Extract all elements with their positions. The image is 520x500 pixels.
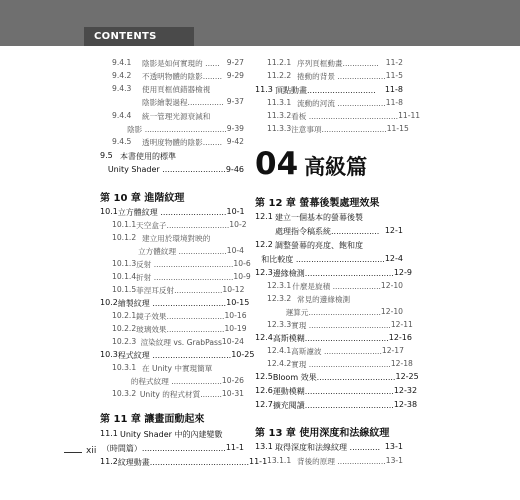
toc-entry-page: 10-31 xyxy=(221,389,244,398)
toc-entry-number: 10.1 xyxy=(100,207,118,216)
toc-entry-title: 注意事項........................... xyxy=(291,125,387,134)
toc-entry-title: Unity Shader 中的內建變數 xyxy=(120,430,223,439)
toc-entry-number: 10.2.2 xyxy=(112,324,137,333)
toc-entry-number: 9.4.5 xyxy=(112,137,132,146)
toc-entry xyxy=(100,137,244,148)
toc-entry-title: 立方體紋理 .......................... xyxy=(117,208,227,217)
header-bar xyxy=(0,0,520,46)
toc-entry-page: 10-24 xyxy=(221,337,244,346)
part-title: 高級篇 xyxy=(304,155,368,179)
toc-entry-page: 9-46 xyxy=(225,165,244,174)
toc-entry xyxy=(100,207,244,218)
toc-entry-title: 鏡子效果........................ xyxy=(136,312,225,321)
toc-entry xyxy=(100,58,244,69)
toc-entry-title: 不透明物體的陰影........ xyxy=(142,72,223,81)
toc-entry-number xyxy=(267,307,286,318)
toc-entry xyxy=(100,124,244,135)
toc-entry-number: 11.1 xyxy=(100,429,118,438)
toc-entry xyxy=(255,58,403,69)
toc-entry-title: 運動模糊................................... xyxy=(272,387,394,396)
toc-entry-number: 10.1.4 xyxy=(112,272,137,281)
toc-entry xyxy=(100,285,244,296)
toc-entry xyxy=(100,259,251,270)
toc-entry xyxy=(100,84,244,95)
toc-entry-title: 紋理動畫....................................... xyxy=(117,458,249,467)
toc-entry xyxy=(255,281,403,292)
toc-entry xyxy=(255,124,409,135)
toc-entry-title: 使用頁框偵錯器檢視 xyxy=(142,85,211,94)
toc-entry xyxy=(100,151,244,162)
toc-entry-number xyxy=(112,124,127,135)
toc-entry xyxy=(100,220,247,231)
toc-entry-title: Unity 的程式材質......... xyxy=(139,390,222,399)
toc-entry-number: 9.4.2 xyxy=(112,71,132,80)
toc-entry-number: 10.2 xyxy=(100,298,118,307)
toc-entry-title: （時間篇）................................. xyxy=(101,444,226,453)
toc-entry-title: 序列頁框動畫............... xyxy=(297,59,379,68)
chapter-11-heading: 第 11 章 讓畫面動起來 xyxy=(100,414,205,425)
toc-entry-page: 12-9 xyxy=(393,268,412,277)
toc-entry-number: 11.3.3 xyxy=(267,124,292,133)
toc-entry xyxy=(100,337,244,348)
toc-entry xyxy=(100,165,244,174)
toc-entry-title: 陰影 .................................. xyxy=(127,125,227,134)
toc-entry-page: 11-2 xyxy=(385,58,403,67)
toc-entry-number: 12.4.2 xyxy=(267,359,292,368)
toc-entry-title: 運算元.............................. xyxy=(285,308,381,317)
toc-entry-title: 天空盒子.......................... xyxy=(136,221,230,230)
toc-entry xyxy=(100,111,244,122)
toc-entry-title: 背後的原理 .................... xyxy=(297,457,386,466)
toc-entry xyxy=(255,346,403,357)
toc-entry xyxy=(100,429,244,440)
toc-entry-page: 10-9 xyxy=(233,272,251,281)
toc-entry-title: Bloom 效果............................... xyxy=(272,373,396,382)
toc-entry-title: 實現 .................................. xyxy=(291,360,391,369)
toc-entry xyxy=(255,359,413,370)
toc-entry-page: 9-37 xyxy=(226,97,244,106)
toc-entry-number: 12.6 xyxy=(255,386,273,395)
toc-entry-title: 常見的邊緣檢測 xyxy=(297,295,351,304)
toc-entry-title: 玻璃效果........................ xyxy=(136,325,225,334)
toc-entry-number: 12.3.3 xyxy=(267,320,292,329)
toc-entry-page: 9-39 xyxy=(226,124,244,133)
toc-entry-page: 11-8 xyxy=(384,85,403,94)
toc-entry-title: 立方體紋理 .................... xyxy=(138,247,227,256)
toc-entry-number: 10.1.5 xyxy=(112,285,137,294)
toc-entry-number: 11.2.1 xyxy=(267,58,292,67)
toc-entry-page: 12-11 xyxy=(390,320,413,329)
toc-entry-title: 陰影是如何實現的 ...... xyxy=(142,59,220,68)
chapter-10-heading: 第 10 章 進階紋理 xyxy=(100,193,185,204)
toc-entry-number: 11.3.2 xyxy=(267,111,292,120)
toc-entry-number: 12.3 xyxy=(255,268,273,277)
toc-entry-title: 渲染紋理 vs. GrabPass xyxy=(140,338,222,347)
toc-entry-page: 10-2 xyxy=(229,220,247,229)
toc-entry-number: 9.4.4 xyxy=(112,111,132,120)
toc-entry-title: 繪製紋理 ............................. xyxy=(117,299,227,308)
toc-entry-title: 菲涅耳反射.................... xyxy=(136,286,223,295)
toc-entry-title: 取得深度和法線紋理 ............ xyxy=(275,443,381,452)
toc-entry xyxy=(100,350,255,361)
toc-entry-number: 12.4.1 xyxy=(267,346,292,355)
toc-entry-title: 本書使用的標準 xyxy=(120,152,176,161)
contents-tab: CONTENTS xyxy=(84,27,194,46)
toc-entry xyxy=(255,333,412,344)
toc-entry-number: 12.4 xyxy=(255,333,273,342)
toc-entry-title: 捲動的背景 .................... xyxy=(297,72,386,81)
toc-entry-number xyxy=(112,376,131,387)
toc-entry xyxy=(255,442,403,453)
toc-entry-page: 12-32 xyxy=(393,386,418,395)
toc-entry-page: 9-42 xyxy=(226,137,244,146)
toc-entry-number: 12.2 xyxy=(255,240,273,249)
toc-entry-page: 10-16 xyxy=(224,311,247,320)
toc-entry-number: 10.2.3 xyxy=(112,337,137,346)
toc-entry-page: 12-10 xyxy=(380,307,403,316)
toc-entry-number: 12.3.1 xyxy=(267,281,292,290)
toc-entry-page: 12-18 xyxy=(390,359,413,368)
toc-entry xyxy=(255,372,419,383)
part-number: 04 xyxy=(255,146,299,182)
toc-entry-page: 12-16 xyxy=(388,333,412,342)
toc-entry-page: 12-4 xyxy=(384,254,403,263)
toc-entry xyxy=(100,363,244,374)
toc-entry-number: 10.2.1 xyxy=(112,311,137,320)
toc-entry-number: 12.7 xyxy=(255,400,273,409)
toc-entry xyxy=(255,456,403,467)
toc-entry-title: 在 Unity 中實現簡單 xyxy=(142,364,213,373)
toc-entry xyxy=(255,85,403,96)
toc-entry xyxy=(100,457,268,468)
toc-entry-page: 10-1 xyxy=(226,207,245,216)
toc-entry xyxy=(255,307,403,318)
toc-entry-page: 10-15 xyxy=(226,298,250,307)
toc-entry-title: Unity Shader ......................... xyxy=(107,165,226,174)
toc-entry xyxy=(255,111,421,122)
toc-entry-number xyxy=(100,165,108,174)
toc-entry xyxy=(100,311,247,322)
toc-entry-title: 陰影繪製過程............... xyxy=(142,98,224,107)
toc-entry xyxy=(100,71,244,82)
toc-entry-number xyxy=(255,226,275,237)
toc-entry-title: 程式紋理 ............................... xyxy=(117,351,232,360)
toc-entry-page: 11-1 xyxy=(249,457,268,466)
toc-entry-number: 11.3 xyxy=(255,85,273,94)
toc-entry-title: 反射 ................................. xyxy=(136,260,234,269)
toc-entry-number: 9.4.1 xyxy=(112,58,132,67)
toc-entry xyxy=(255,212,403,223)
toc-entry-page: 10-25 xyxy=(231,350,255,359)
toc-entry-number xyxy=(112,246,138,257)
toc-entry-title: 建立一個基本的螢幕後製 xyxy=(275,213,363,222)
toc-entry-page: 9-27 xyxy=(226,58,244,67)
toc-entry-number: 10.1.3 xyxy=(112,259,137,268)
toc-entry-page: 10-12 xyxy=(222,285,245,294)
toc-entry xyxy=(255,254,403,265)
toc-entry xyxy=(100,389,244,400)
toc-entry xyxy=(100,298,250,309)
toc-entry xyxy=(255,71,403,82)
toc-entry-title: 高斯模糊................................. xyxy=(272,334,389,343)
toc-entry-number: 12.3.2 xyxy=(267,294,292,303)
toc-entry-page: 13-1 xyxy=(384,442,403,451)
toc-entry xyxy=(100,376,244,387)
page-number: xii xyxy=(86,446,97,456)
toc-entry xyxy=(255,240,403,251)
toc-entry-page: 11-5 xyxy=(385,71,403,80)
toc-entry xyxy=(100,324,247,335)
toc-entry-number: 13.1 xyxy=(255,442,273,451)
part-heading xyxy=(255,146,367,182)
toc-entry xyxy=(100,272,251,283)
toc-entry-title: 調整螢幕的亮度、飽和度 xyxy=(275,241,363,250)
chapter-12-heading: 第 12 章 螢幕後製處理效果 xyxy=(255,198,380,209)
toc-entry-number: 10.1.1 xyxy=(112,220,137,229)
toc-entry-title: 流動的河流 .................... xyxy=(297,99,386,108)
toc-entry xyxy=(255,268,412,279)
toc-entry-title: 什麼是旋積 .................... xyxy=(292,282,381,291)
toc-entry-number xyxy=(112,97,142,108)
chapter-13-heading: 第 13 章 使用深度和法線紋理 xyxy=(255,428,390,439)
toc-entry xyxy=(255,400,418,411)
toc-entry xyxy=(255,226,403,237)
toc-entry-title: 建立用於環境對映的 xyxy=(142,234,211,243)
toc-entry-title: 折射 ................................. xyxy=(136,273,234,282)
toc-entry-title: 高斯濾波 ........................ xyxy=(291,347,382,356)
toc-entry-page: 12-1 xyxy=(384,226,403,235)
toc-entry xyxy=(255,386,418,397)
toc-entry-page: 11-15 xyxy=(386,124,409,133)
toc-entry xyxy=(255,98,403,109)
toc-entry-number: 10.1.2 xyxy=(112,233,137,242)
toc-entry-number: 11.3.1 xyxy=(267,98,292,107)
toc-entry-title: 的程式紋理 ..................... xyxy=(130,377,222,386)
toc-entry-number: 10.3 xyxy=(100,350,118,359)
toc-entry xyxy=(255,294,403,305)
toc-entry-title: 實現 .................................. xyxy=(291,321,391,330)
footer-rule xyxy=(64,452,82,453)
toc-entry-page: 10-19 xyxy=(224,324,247,333)
toc-entry-number: 11.2.2 xyxy=(267,71,292,80)
toc-entry-page: 11-1 xyxy=(225,443,244,452)
toc-entry-title: 統一管理光源衰減和 xyxy=(142,112,211,121)
toc-entry-title: 擴充閱讀................................... xyxy=(272,401,394,410)
toc-entry-title: 邊緣檢測................................... xyxy=(272,269,394,278)
toc-entry-page: 11-11 xyxy=(398,111,421,120)
toc-entry-title: 看板 ..................................... xyxy=(291,112,399,121)
toc-entry-number: 9.4.3 xyxy=(112,84,132,93)
toc-entry-number: 12.1 xyxy=(255,212,273,221)
toc-entry-title: 透明度物體的陰影........ xyxy=(142,138,223,147)
toc-entry xyxy=(100,97,244,108)
toc-entry-number: 11.2 xyxy=(100,457,118,466)
toc-entry-page: 10-6 xyxy=(233,259,251,268)
toc-entry-number: 10.3.2 xyxy=(112,389,137,398)
toc-entry-title: 處理指令稿系統................... xyxy=(275,227,380,236)
toc-entry-page: 9-29 xyxy=(226,71,244,80)
toc-entry-page: 12-10 xyxy=(380,281,403,290)
toc-entry xyxy=(100,246,244,257)
toc-entry xyxy=(100,443,244,454)
toc-entry-number: 12.5 xyxy=(255,372,273,381)
toc-entry-page: 11-8 xyxy=(385,98,403,107)
toc-entry-page: 13-1 xyxy=(385,456,403,465)
toc-entry-page: 12-17 xyxy=(381,346,404,355)
toc-entry-number: 13.1.1 xyxy=(267,456,292,465)
toc-entry-title: 和比較度 ................................... xyxy=(261,255,385,264)
toc-entry xyxy=(255,320,413,331)
toc-entry-page: 10-26 xyxy=(221,376,244,385)
toc-entry xyxy=(100,233,244,244)
toc-entry-page: 10-4 xyxy=(226,246,244,255)
toc-entry-number: 9.5 xyxy=(100,151,113,160)
toc-entry-title: 頂點動畫........................... xyxy=(275,86,376,95)
toc-entry-page: 12-25 xyxy=(395,372,419,381)
toc-entry-number: 10.3.1 xyxy=(112,363,137,372)
toc-entry-page: 12-38 xyxy=(393,400,418,409)
